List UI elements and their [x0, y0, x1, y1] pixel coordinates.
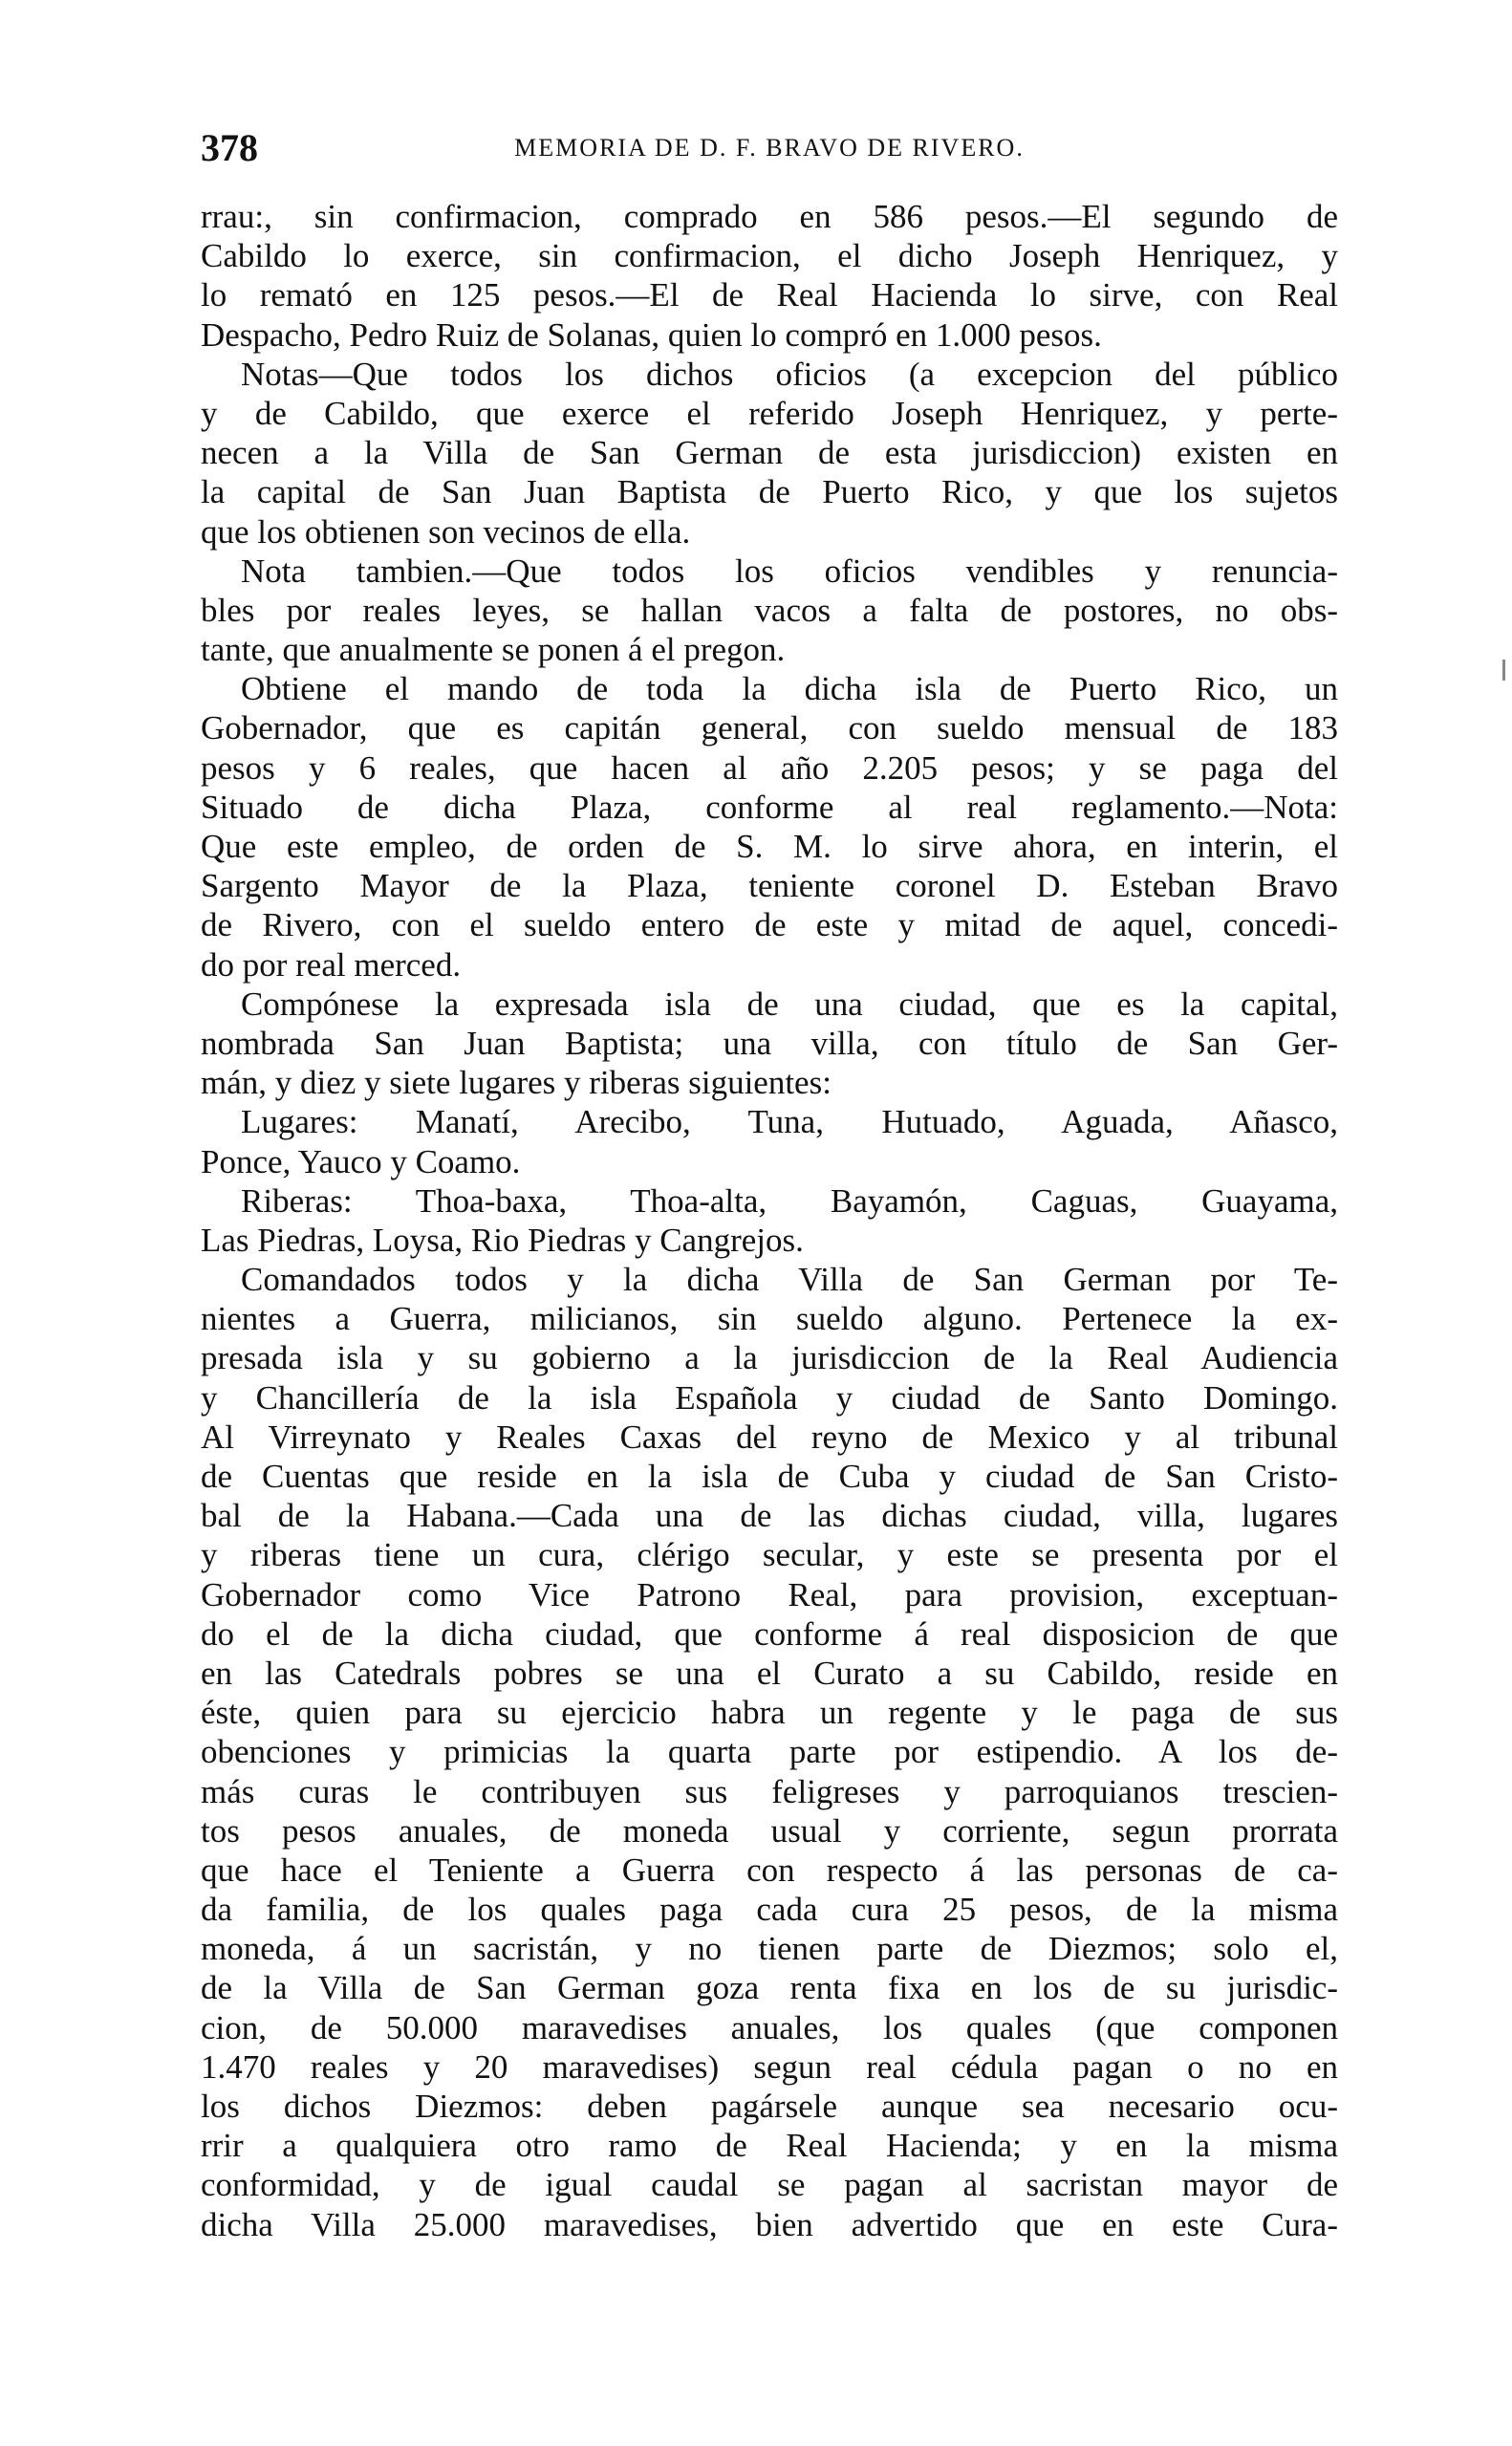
text-line: lo remató en 125 pesos.—El de Real Hacienda lo sirve, con Real: [201, 276, 1338, 314]
text-line: los dichos Diezmos: deben pagársele aunque sea necesario ocu-: [201, 2088, 1338, 2125]
text-line: Lugares: Manatí, Arecibo, Tuna, Hutuado, Aguada, Añasco,: [241, 1103, 1338, 1141]
running-head: MEMORIA DE D. F. BRAVO DE RIVERO.: [514, 134, 1025, 162]
margin-mark: [1502, 660, 1505, 681]
text-line: y de Cabildo, que exerce el referido Joseph Henriquez, y perte-: [201, 394, 1338, 432]
text-line: Sargento Mayor de la Plaza, teniente coronel D. Esteban Bravo: [201, 867, 1338, 905]
text-line: Obtiene el mando de toda la dicha isla de Puerto Rico, un: [241, 670, 1338, 708]
text-line: pesos y 6 reales, que hacen al año 2.205 pesos; y se paga del: [201, 748, 1338, 787]
text-line: tos pesos anuales, de moneda usual y corriente, segun prorrata: [201, 1811, 1338, 1850]
text-line: Comandados todos y la dicha Villa de San German por Te-: [241, 1261, 1338, 1299]
text-line: Despacho, Pedro Ruiz de Solanas, quien lo compró en 1.000 pesos.: [201, 315, 1102, 354]
text-line: Situado de dicha Plaza, conforme al real reglamento.—Nota:: [201, 788, 1338, 826]
text-line: de la Villa de San German goza renta fixa en los de su jurisdic-: [201, 1969, 1338, 2007]
text-line: 1.470 reales y 20 maravedises) segun real cédula pagan o no en: [201, 2047, 1338, 2086]
text-line: y Chancillería de la isla Española y ciudad de Santo Domingo.: [201, 1378, 1338, 1417]
text-line: obenciones y primicias la quarta parte por estipendio. A los de-: [201, 1733, 1338, 1771]
text-line: Cabildo lo exerce, sin confirmacion, el dicho Joseph Henriquez, y: [201, 237, 1338, 275]
text-line: conformidad, y de igual caudal se pagan al sacristan mayor de: [201, 2166, 1338, 2204]
text-line: Gobernador como Vice Patrono Real, para provision, exceptuan-: [201, 1575, 1338, 1613]
text-line: en las Catedrals pobres se una el Curato a su Cabildo, reside en: [201, 1654, 1338, 1692]
text-line: Las Piedras, Loysa, Rio Piedras y Cangrejos.: [201, 1221, 804, 1259]
text-line: que hace el Teniente a Guerra con respecto á las personas de ca-: [201, 1851, 1338, 1889]
body-text: [201, 197, 1338, 2244]
text-line: éste, quien para su ejercicio habra un regente y le paga de sus: [201, 1694, 1338, 1732]
text-line: Ponce, Yauco y Coamo.: [201, 1142, 521, 1180]
text-line: la capital de San Juan Baptista de Puerto Rico, y que los sujetos: [201, 473, 1338, 511]
text-line: más curas le contribuyen sus feligreses y parroquianos trescien-: [201, 1772, 1338, 1810]
text-line: tante, que anualmente se ponen á el pregon.: [201, 631, 786, 669]
text-line: que los obtienen son vecinos de ella.: [201, 512, 691, 551]
text-line: de Rivero, con el sueldo entero de este y mitad de aquel, concedi-: [201, 906, 1338, 944]
text-line: da familia, de los quales paga cada cura 25 pesos, de la misma: [201, 1891, 1338, 1929]
text-line: mán, y diez y siete lugares y riberas siguientes:: [201, 1064, 832, 1102]
text-line: Riberas: Thoa-baxa, Thoa-alta, Bayamón, Caguas, Guayama,: [241, 1181, 1338, 1220]
text-line: Nota tambien.—Que todos los oficios vendibles y renuncia-: [241, 552, 1338, 590]
text-line: nientes a Guerra, milicianos, sin sueldo alguno. Pertenece la ex-: [201, 1300, 1338, 1338]
text-line: de Cuentas que reside en la isla de Cuba y ciudad de San Cristo-: [201, 1458, 1338, 1495]
text-line: Que este empleo, de orden de S. M. lo sirve ahora, en interin, el: [201, 828, 1338, 865]
page-number: 378: [201, 126, 258, 169]
text-line: dicha Villa 25.000 maravedises, bien advertido que en este Cura-: [201, 2205, 1338, 2243]
text-line: Gobernador, que es capitán general, con sueldo mensual de 183: [201, 709, 1338, 747]
text-line: rrau:, sin confirmacion, comprado en 586 pesos.—El segundo de: [201, 198, 1338, 235]
text-line: presada isla y su gobierno a la jurisdiccion de la Real Audiencia: [201, 1339, 1338, 1377]
text-line: do el de la dicha ciudad, que conforme á real disposicion de que: [201, 1614, 1338, 1653]
text-line: y riberas tiene un cura, clérigo secular, y este se presenta por el: [201, 1536, 1338, 1574]
page-header: [201, 124, 1338, 172]
text-line: Compónese la expresada isla de una ciudad, que es la capital,: [241, 985, 1338, 1023]
text-line: necen a la Villa de San German de esta jurisdiccion) existen en: [201, 434, 1338, 472]
text-line: nombrada San Juan Baptista; una villa, con título de San Ger-: [201, 1024, 1338, 1062]
text-line: do por real merced.: [201, 945, 462, 984]
text-line: Notas—Que todos los dichos oficios (a excepcion del público: [241, 355, 1338, 393]
text-line: Al Virreynato y Reales Caxas del reyno de Mexico y al tribunal: [201, 1418, 1338, 1456]
text-line: cion, de 50.000 maravedises anuales, los quales (que componen: [201, 2008, 1338, 2046]
text-line: bles por reales leyes, se hallan vacos a falta de postores, no obs-: [201, 591, 1338, 629]
text-line: rrir a qualquiera otro ramo de Real Hacienda; y en la misma: [201, 2127, 1338, 2165]
text-line: bal de la Habana.—Cada una de las dichas ciudad, villa, lugares: [201, 1497, 1338, 1535]
text-line: moneda, á un sacristán, y no tienen parte de Diezmos; solo el,: [201, 1930, 1338, 1968]
